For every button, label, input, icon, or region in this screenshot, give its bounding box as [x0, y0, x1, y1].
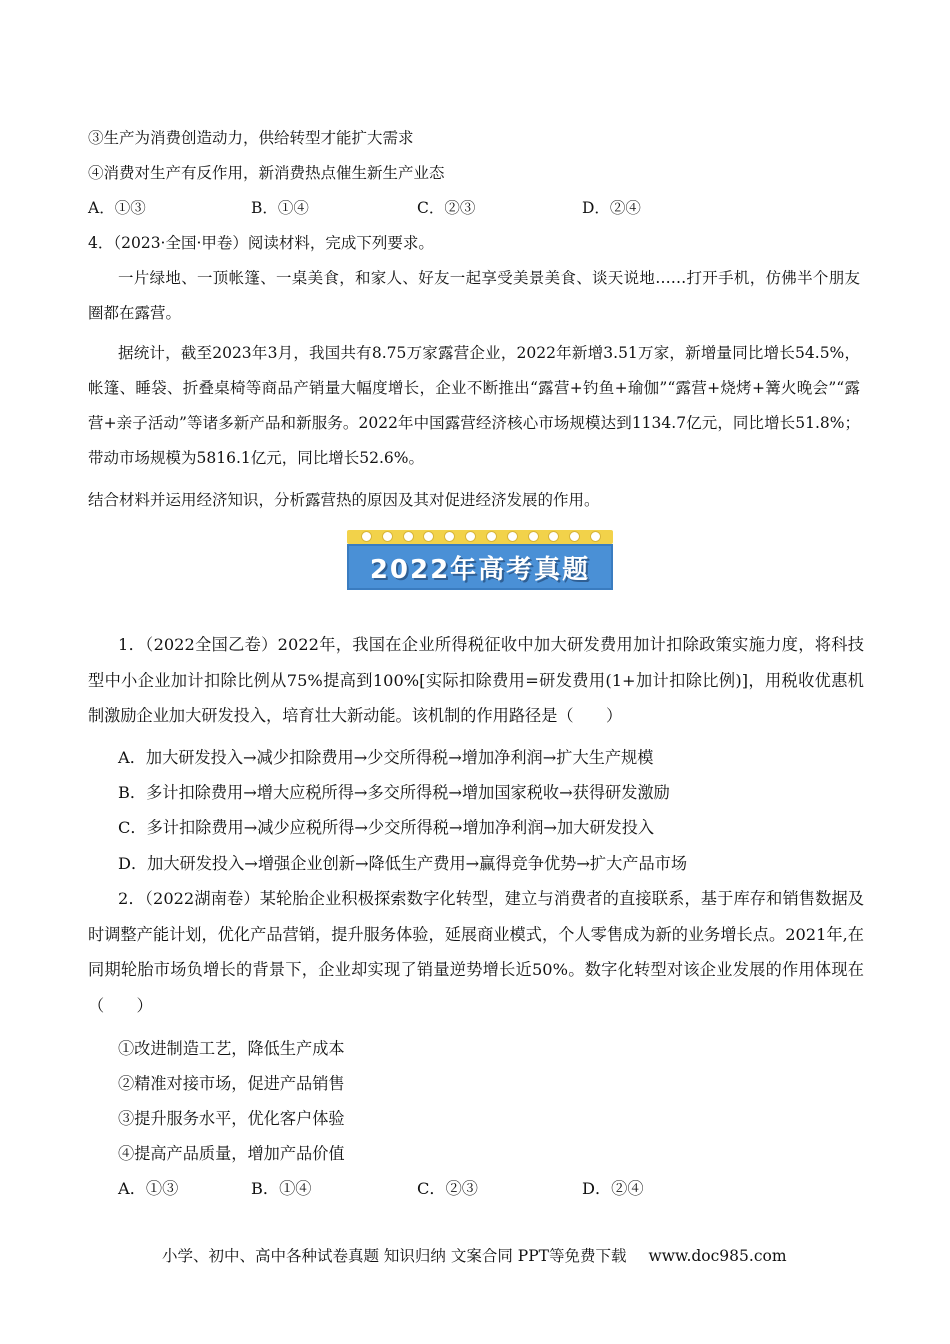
q4-material-paragraph-2: 据统计，截至2023年3月，我国共有8.75万家露营企业，2022年新增3.51万家，新增量同比增长54.5%，帐篷、睡袋、折叠桌椅等商品产销量大幅度增长，企业不断推出“露营+钓鱼+瑜伽”“露营+烧烤+篝火晚会”“露营+亲子活动”等诸多新产品和新服务。2022年中国露营经济核心市场规模达到1134.7亿元，同比增长51.8%；带动市场规模为5816.1亿元，同比增长52.6%。: [88, 344, 860, 467]
footer-text: 小学、初中、高中各种试卷真题 知识归纳 文案合同 PPT等免费下载: [162, 1247, 627, 1265]
option-b: B．①④: [251, 199, 309, 217]
q1-option-c: C．多计扣除费用→减少应税所得→少交所得税→增加净利润→加大研发投入: [118, 818, 655, 837]
statement-4: ④消费对生产有反作用，新消费热点催生新生产业态: [88, 164, 445, 182]
q1-option-a: A．加大研发投入→减少扣除费用→少交所得税→增加净利润→扩大生产规模: [118, 748, 654, 767]
footer-url[interactable]: www.doc985.com: [648, 1247, 787, 1265]
option-c: C．②③: [417, 199, 476, 217]
page-footer: [162, 1246, 787, 1266]
q1-stem: 1．（2022全国乙卷）2022年，我国在企业所得税征收中加大研发费用加计扣除政策实施力度，将科技型中小企业加计扣除比例从75%提高到100%[实际扣除费用=研发费用(1+加计扣除比例)]，用税收优惠机制激励企业加大研发投入，培育壮大新动能。该机制的作用路径是（ ）: [88, 635, 864, 725]
section-banner: [347, 530, 613, 590]
banner-body: [347, 544, 613, 590]
q2-statement-3: ③提升服务水平，优化客户体验: [118, 1109, 345, 1128]
q1-option-b: B．多计扣除费用→增大应税所得→多交所得税→增加国家税收→获得研发激励: [118, 783, 670, 802]
q2-statement-1: ①改进制造工艺，降低生产成本: [118, 1039, 345, 1058]
q2-stem: 2．（2022湖南卷）某轮胎企业积极探索数字化转型，建立与消费者的直接联系，基于库存和销售数据及时调整产能计划，优化产品营销，提升服务体验，延展商业模式，个人零售成为新的业务增长点。2021年,在同期轮胎市场负增长的背景下，企业却实现了销量逆势增长近50%。数字化转型对该企业发展的作用体现在（ ）: [88, 889, 864, 1015]
statement-3: ③生产为消费创造动力，供给转型才能扩大需求: [88, 129, 414, 147]
q4-task: 结合材料并运用经济知识，分析露营热的原因及其对促进经济发展的作用。: [88, 491, 600, 509]
q2-statement-2: ②精准对接市场，促进产品销售: [118, 1074, 345, 1093]
q4-header: 4．（2023·全国·甲卷）阅读材料，完成下列要求。: [88, 234, 434, 252]
q2-option-c: C．②③: [417, 1179, 478, 1198]
q2-option-a: A．①③: [118, 1179, 179, 1198]
q2-option-b: B．①④: [251, 1179, 312, 1198]
option-a: A．①③: [88, 199, 146, 217]
banner-title: 2022年高考真题: [369, 554, 591, 585]
q4-material-paragraph-1: 一片绿地、一顶帐篷、一桌美食，和家人、好友一起享受美景美食、谈天说地……打开手机，仿佛半个朋友圈都在露营。: [88, 269, 860, 322]
option-d: D．②④: [582, 199, 641, 217]
q1-option-d: D．加大研发投入→增强企业创新→降低生产费用→赢得竞争优势→扩大产品市场: [118, 854, 688, 873]
banner-binding-strip: [347, 530, 613, 544]
q2-option-d: D．②④: [582, 1179, 644, 1198]
q2-statement-4: ④提高产品质量，增加产品价值: [118, 1144, 345, 1163]
